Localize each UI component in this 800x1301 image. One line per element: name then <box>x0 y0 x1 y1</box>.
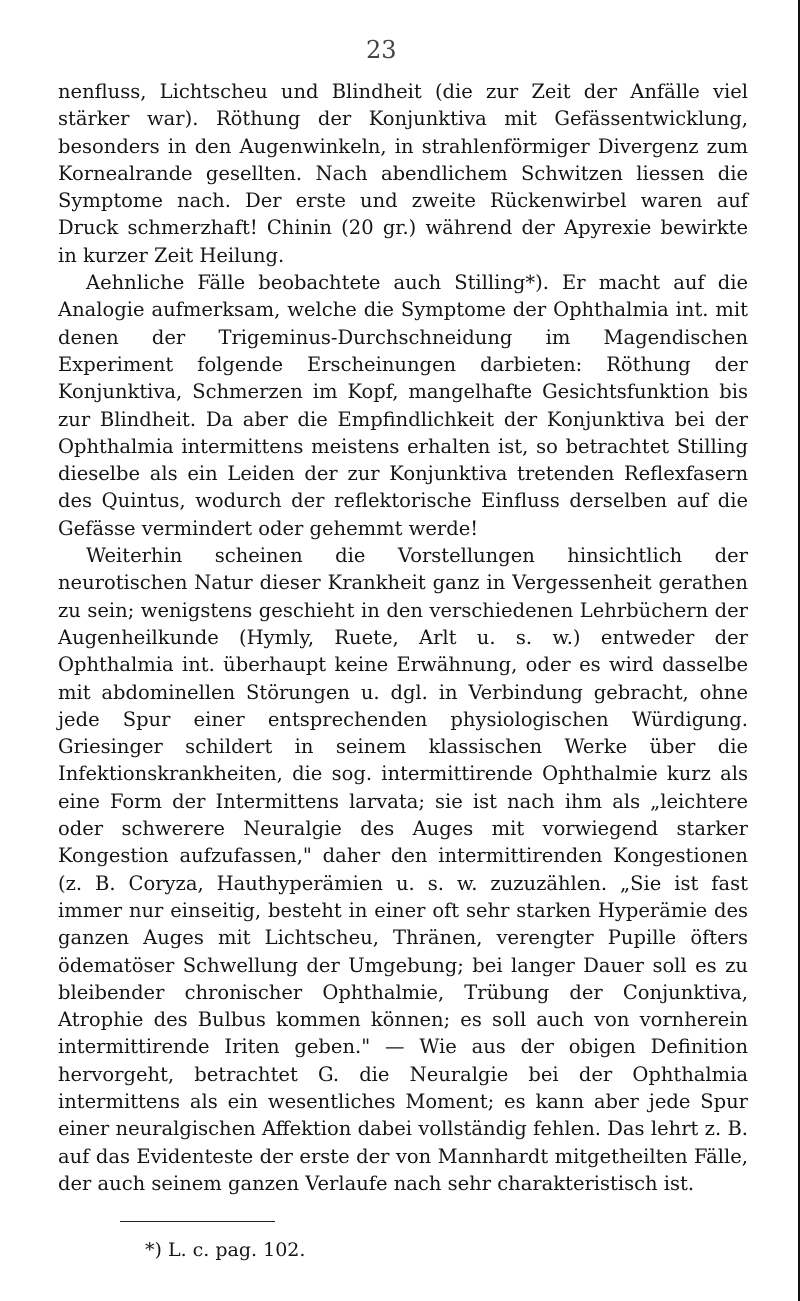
footnote: *) L. c. pag. 102. <box>145 1239 306 1261</box>
footnote-separator <box>120 1221 275 1222</box>
paragraph-3: Weiterhin scheinen die Vorstellungen hinsichtlich der neurotischen Natur dieser Krankheit ganz in Vergessenheit gerathen zu sein; wenigstens geschieht in den verschiedenen Lehrbüchern der Augenheilkunde (Hymly, Ruete, Arlt u. s. w.) entweder der Ophthalmia int. überhaupt keine Erwähnung, oder es wird dasselbe mit abdominellen Störungen u. dgl. in Verbindung gebracht, ohne jede Spur einer entsprechenden physiologischen Würdigung. Griesinger schildert in seinem klassischen Werke über die Infektionskrankheiten, die sog. intermittirende Ophthalmie kurz als eine Form der Intermittens larvata; sie ist nach ihm als „leichtere oder schwerere Neuralgie des Auges mit vorwiegend starker Kongestion aufzufassen," daher den intermittirenden Kongestionen (z. B. Coryza, Hauthyperämien u. s. w. zuzuzählen. „Sie ist fast immer nur einseitig, besteht in einer oft sehr starken Hyperämie des ganzen Auges mit Lichtscheu, Thränen, verengter Pupille öfters ödematöser Schwellung der Umgebung; bei langer Dauer soll es zu bleibender chronischer Ophthalmie, Trübung der Conjunktiva, Atrophie des Bulbus kommen können; es soll auch von vornherein intermittirende Iriten geben." — Wie aus der obigen Definition hervorgeht, betrachtet G. die Neuralgie bei der Ophthalmia intermittens als ein wesentliches Moment; es kann aber jede Spur einer neuralgischen Affektion dabei vollständig fehlen. Das lehrt z. B. auf das Evidenteste der erste der von Mannhardt mitgetheilten Fälle, der auch seinem ganzen Verlaufe nach sehr charakteristisch ist. <box>58 544 748 1195</box>
paragraph-1: nenfluss, Lichtscheu und Blindheit (die zur Zeit der Anfälle viel stärker war). Röthung der Konjunktiva mit Gefässentwicklung, besonders in den Augenwinkeln, in strahlenförmiger Divergenz zum Kornealrande gesellten. Nach abendlichem Schwitzen liessen die Symptome nach. Der erste und zweite Rückenwirbel waren auf Druck schmerzhaft! Chinin (20 gr.) während der Apyrexie bewirkte in kurzer Zeit Heilung. <box>58 80 748 267</box>
page-number: 23 <box>366 36 397 64</box>
paragraph-2: Aehnliche Fälle beobachtete auch Stilling*). Er macht auf die Analogie aufmerksam, welche die Symptome der Ophthalmia int. mit denen der Trigeminus-Durchschneidung im Magendischen Experiment folgende Erscheinungen darbieten: Röthung der Konjunktiva, Schmerzen im Kopf, mangelhafte Gesichtsfunktion bis zur Blindheit. Da aber die Empfindlichkeit der Konjunktiva bei der Ophthalmia intermittens meistens erhalten ist, so betrachtet Stilling dieselbe als ein Leiden der zur Konjunktiva tretenden Reflexfasern des Quintus, wodurch der reflektorische Einfluss derselben auf die Gefässe vermindert oder gehemmt werde! <box>58 271 748 540</box>
body-text <box>58 78 748 1197</box>
